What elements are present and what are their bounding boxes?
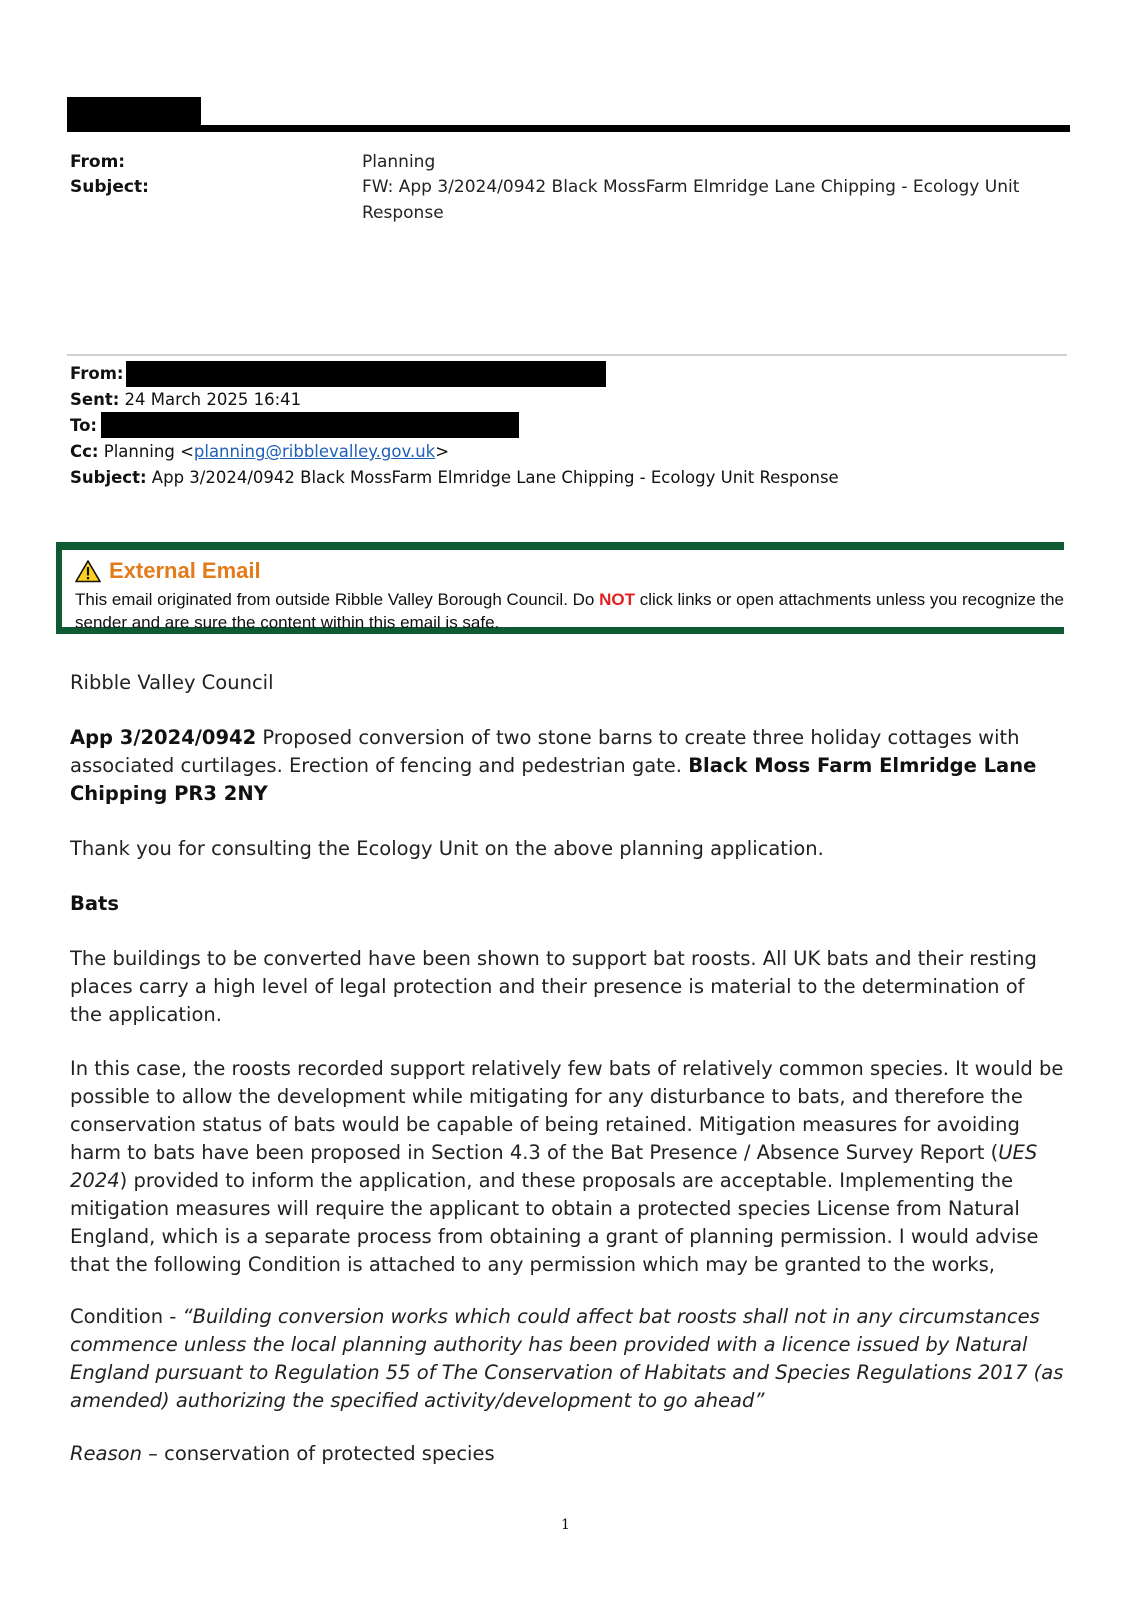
banner-title-text: External Email	[109, 558, 261, 583]
reason-text: – conservation of protected species	[141, 1442, 495, 1465]
salutation: Ribble Valley Council	[70, 671, 274, 694]
app-ref: App 3/2024/0942	[70, 726, 257, 749]
banner-text-a: This email originated from outside Ribble Valley Borough Council. Do	[75, 590, 600, 609]
thanks-paragraph: Thank you for consulting the Ecology Unit on the above planning application.	[70, 837, 824, 860]
fwd-sent-value: 24 March 2025 16:41	[119, 390, 302, 409]
fwd-cc-close: >	[435, 442, 450, 461]
app-address: Black Moss Farm Elmridge Lane Chipping PR3 2NY	[70, 754, 1037, 805]
from-value: Planning	[362, 152, 436, 172]
fwd-sent-row	[70, 390, 301, 409]
fwd-subject-label: Subject:	[70, 468, 147, 487]
banner-text	[75, 588, 1065, 634]
bats-paragraph-2	[70, 1055, 1070, 1279]
banner-text-b: click links or open attachments unless you recognize the sender and are sure the content within this email is safe.	[75, 590, 1065, 632]
fwd-from-row	[70, 364, 123, 383]
banner-not: NOT	[599, 590, 636, 609]
reason-paragraph	[70, 1440, 1070, 1468]
fwd-sent-label: Sent:	[70, 390, 120, 409]
para2-b: ) provided to inform the application, and these proposals are acceptable. Implementing the mitigation measures will require the applicant to obtain a protected species License from Natural England, which is a separate process from obtaining a grant of planning permission. I would advise that the following Condition is attached to any permission which may be granted to the works,	[70, 1169, 1039, 1276]
survey-report-ref: UES 2024	[70, 1141, 1038, 1192]
subject-label: Subject:	[70, 177, 149, 197]
fwd-cc-label: Cc:	[70, 442, 99, 461]
app-desc: Proposed conversion of two stone barns to create three holiday cottages with associated curtilages. Erection of fencing and pedestrian gate.	[70, 726, 1020, 777]
bats-paragraph-1: The buildings to be converted have been shown to support bat roosts. All UK bats and their resting places carry a high level of legal protection and their presence is material to the determination of the application.	[70, 947, 1037, 1026]
page-number: 1	[561, 1517, 570, 1533]
fwd-from-label: From:	[70, 364, 124, 383]
fwd-to-label: To:	[70, 416, 97, 435]
redacted-from	[126, 361, 606, 387]
divider	[67, 354, 1067, 356]
redacted-block	[67, 97, 201, 128]
cc-email-link[interactable]: planning@ribblevalley.gov.uk	[193, 442, 436, 461]
subject-value: FW: App 3/2024/0942 Black MossFarm Elmridge Lane Chipping - Ecology Unit Response	[362, 177, 1020, 223]
warning-triangle-icon	[75, 559, 101, 583]
condition-paragraph	[70, 1303, 1070, 1415]
external-email-banner	[56, 542, 1064, 634]
condition-label: Condition -	[70, 1305, 183, 1328]
application-summary	[70, 724, 1045, 808]
reason-label: Reason	[70, 1442, 142, 1465]
fwd-cc-row	[70, 442, 449, 461]
banner-title	[75, 558, 261, 584]
redacted-to	[101, 412, 519, 438]
fwd-to-row	[70, 416, 97, 435]
bats-heading	[70, 890, 1070, 918]
condition-text: “Building conversion works which could affect bat roosts shall not in any circumstances commence unless the local planning authority has been provided with a licence issued by Natural England pursuant to Regulation 55 of The Conservation of Habitats and Species Regulations 2017 (as amended) authorizing the specified activity/development to go ahead”	[70, 1305, 1064, 1412]
fwd-cc-name: Planning <	[98, 442, 194, 461]
fwd-subject-value: App 3/2024/0942 Black MossFarm Elmridge Lane Chipping - Ecology Unit Response	[146, 468, 839, 487]
bats-heading-text: Bats	[70, 892, 119, 915]
header-rule	[67, 125, 1070, 132]
para2-a: In this case, the roosts recorded support relatively few bats of relatively common species. It would be possible to allow the development while mitigating for any disturbance to bats, and therefore the conservation status of bats would be capable of being retained. Mitigation measures for avoiding harm to bats have been proposed in Section 4.3 of the Bat Presence / Absence Survey Report (	[70, 1057, 1064, 1164]
fwd-subject-row	[70, 468, 839, 487]
from-label: From:	[70, 152, 126, 172]
